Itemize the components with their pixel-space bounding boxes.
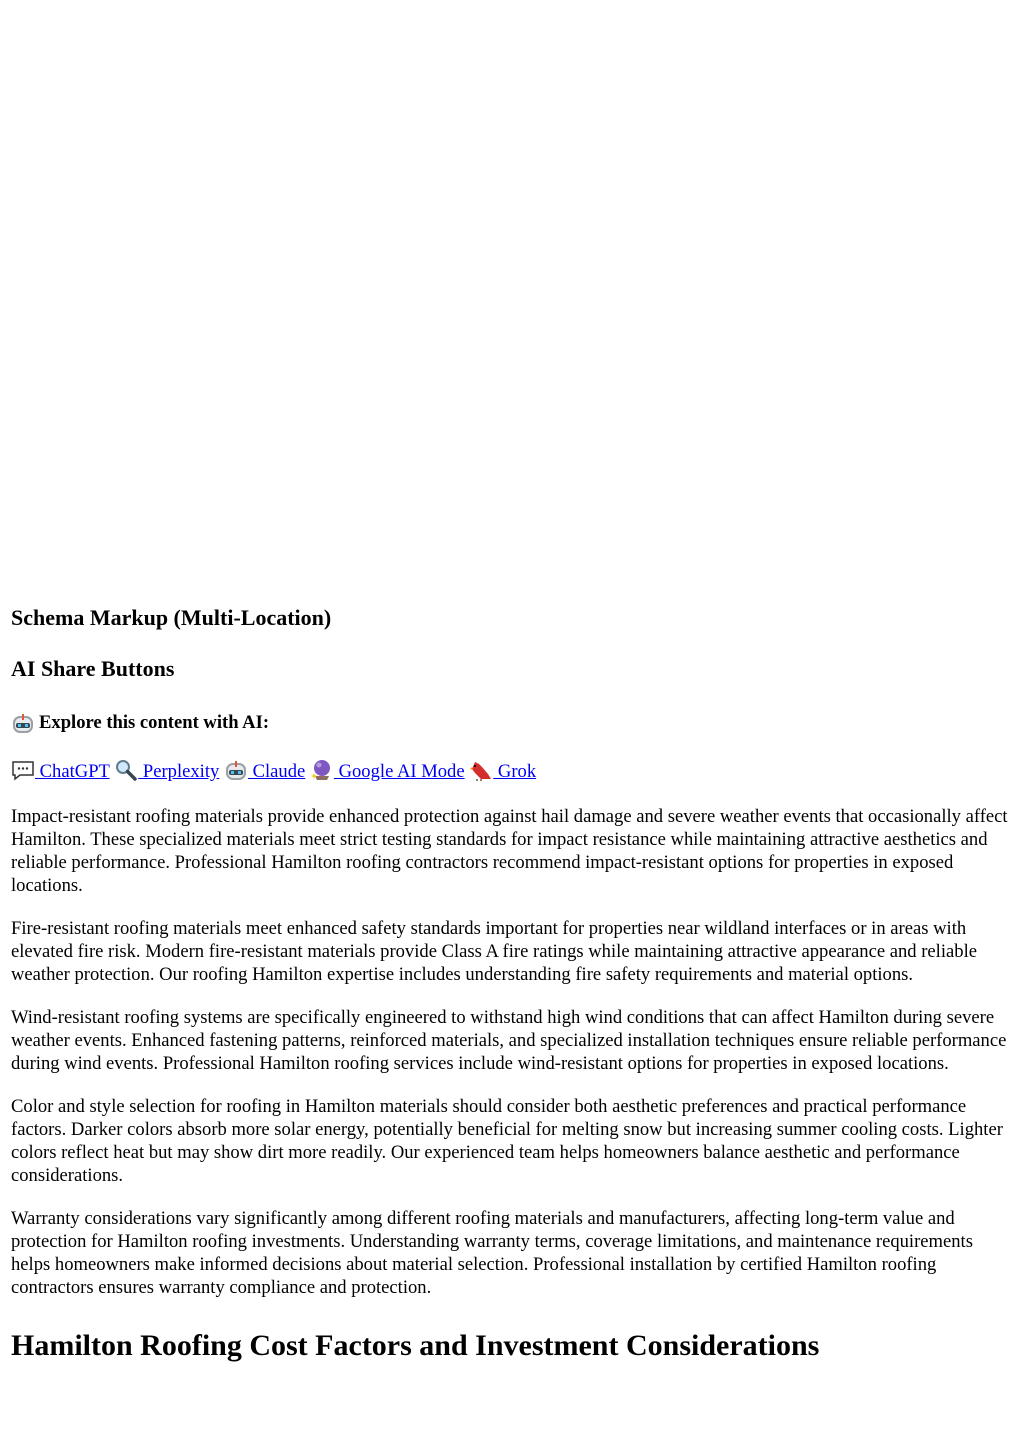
paragraph-wind-resistant: Wind-resistant roofing systems are specifically engineered to withstand high wind conditions that can affect Hamilton during severe weather events. Enhanced fastening patterns, reinforced materials, and specialized installation techniques ensure reliable performance during wind events. Professional Hamilton roofing services include wind-resistant options for properties in exposed locations. <box>11 1007 1007 1074</box>
google-ai-mode-link[interactable] <box>310 761 465 782</box>
chatgpt-label: ChatGPT <box>35 761 110 782</box>
claude-link[interactable] <box>224 761 305 782</box>
perplexity-label: Perplexity <box>138 761 220 782</box>
grok-label: Grok <box>493 761 537 782</box>
chatgpt-link[interactable] <box>11 761 110 782</box>
cost-factors-heading: Hamilton Roofing Cost Factors and Investment Considerations <box>11 1329 820 1362</box>
google-ai-mode-label: Google AI Mode <box>333 761 465 782</box>
perplexity-link[interactable] <box>114 761 219 782</box>
paragraph-fire-resistant: Fire-resistant roofing materials meet enhanced safety standards important for properties near wildland interfaces or in areas with elevated fire risk. Modern fire-resistant materials provide Class A fire ratings while maintaining attractive appearance and reliable weather protection. Our roofing Hamilton expertise includes understanding fire safety requirements and material options. <box>11 918 977 985</box>
paragraph-color-style: Color and style selection for roofing in Hamilton materials should consider both aesthetic preferences and practical performance factors. Darker colors absorb more solar energy, potentially beneficial for melting snow but increasing summer cooling costs. Lighter colors reflect heat but may show dirt more readily. Our experienced team helps homeowners balance aesthetic and performance considerations. <box>11 1096 1003 1186</box>
crystal-ball-icon <box>310 759 334 781</box>
explore-label: Explore this content with AI: <box>39 712 270 733</box>
robot-icon <box>11 712 35 734</box>
speech-bubble-icon <box>11 759 35 781</box>
grok-link[interactable] <box>469 761 536 782</box>
claude-label: Claude <box>247 761 306 782</box>
schema-markup-heading: Schema Markup (Multi-Location) <box>11 605 332 630</box>
ai-share-links <box>11 759 1013 784</box>
cardinal-bird-icon <box>469 759 493 781</box>
paragraph-warranty: Warranty considerations vary significantly among different roofing materials and manufacturers, affecting long-term value and protection for Hamilton roofing investments. Understanding warranty terms, coverage limitations, and maintenance requirements helps homeowners make informed decisions about material selection. Professional installation by certified Hamilton roofing contractors ensures warranty compliance and protection. <box>11 1208 973 1298</box>
blank-area <box>11 0 1013 604</box>
explore-heading <box>11 711 1013 735</box>
paragraph-impact-resistant: Impact-resistant roofing materials provide enhanced protection against hail damage and severe weather events that occasionally affect Hamilton. These specialized materials meet strict testing standards for impact resistance while maintaining attractive aesthetics and reliable performance. Professional Hamilton roofing contractors recommend impact-resistant options for properties in exposed locations. <box>11 806 1008 896</box>
robot-icon <box>224 759 248 781</box>
ai-share-heading: AI Share Buttons <box>11 656 175 681</box>
magnifier-icon <box>114 759 138 781</box>
